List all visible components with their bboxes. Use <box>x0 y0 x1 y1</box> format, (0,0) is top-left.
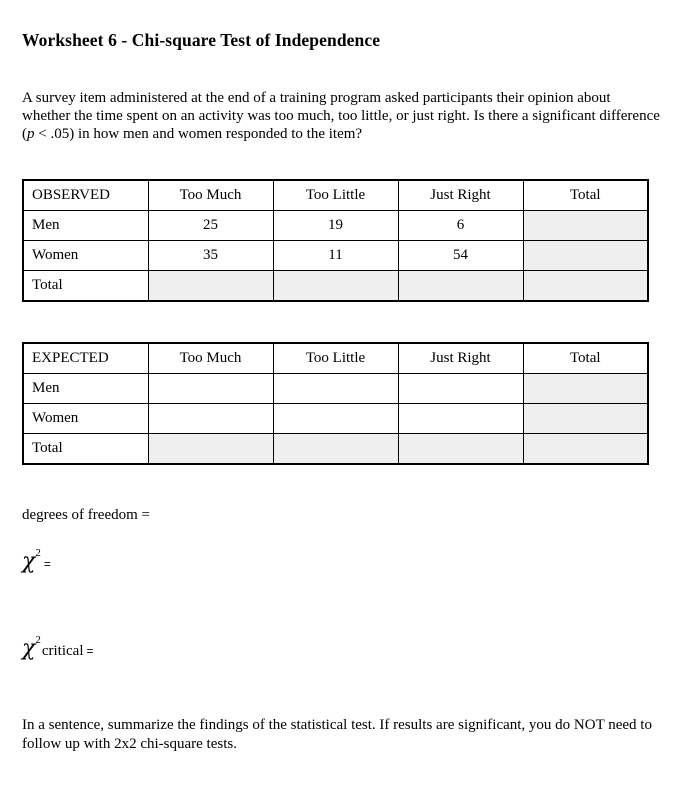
row-label-total: Total <box>23 434 148 465</box>
observed-row-women <box>23 241 648 271</box>
expected-women-too-little-cell[interactable] <box>273 404 398 434</box>
expected-total-too-little-cell[interactable] <box>273 434 398 465</box>
observed-men-just-right: 6 <box>398 211 523 241</box>
expected-women-total-cell[interactable] <box>523 404 648 434</box>
intro-text-start: A survey item administered at the end of a training program asked participants their opinion about whether the time spent on an activity was too much, too little, or just right. Is there a significant difference ( <box>22 90 660 142</box>
observed-total-too-little-cell[interactable] <box>273 271 398 302</box>
observed-grand-total-cell[interactable] <box>523 271 648 302</box>
observed-total-just-right-cell[interactable] <box>398 271 523 302</box>
expected-men-too-little-cell[interactable] <box>273 374 398 404</box>
observed-table-title: OBSERVED <box>23 180 148 211</box>
summary-instructions: In a sentence, summarize the findings of the statistical test. If results are significant, you do NOT need to follow up with 2x2 chi-square tests. <box>22 717 652 752</box>
observed-men-total-cell[interactable] <box>523 211 648 241</box>
observed-women-too-little: 11 <box>273 241 398 271</box>
observed-women-total-cell[interactable] <box>523 241 648 271</box>
column-header-just-right: Just Right <box>398 343 523 374</box>
chi-symbol: χ <box>22 549 36 574</box>
column-header-just-right: Just Right <box>398 180 523 211</box>
chi-symbol: χ <box>22 636 36 661</box>
chi-superscript: 2 <box>35 547 41 559</box>
row-label-women: Women <box>23 241 148 271</box>
p-symbol: p <box>27 126 35 142</box>
column-header-total: Total <box>523 343 648 374</box>
observed-row-total <box>23 271 648 302</box>
expected-men-too-much-cell[interactable] <box>148 374 273 404</box>
observed-men-too-much: 25 <box>148 211 273 241</box>
observed-table <box>22 179 649 302</box>
chi-equals: = <box>43 557 51 571</box>
expected-men-just-right-cell[interactable] <box>398 374 523 404</box>
observed-row-men <box>23 211 648 241</box>
expected-women-too-much-cell[interactable] <box>148 404 273 434</box>
expected-grand-total-cell[interactable] <box>523 434 648 465</box>
observed-total-too-much-cell[interactable] <box>148 271 273 302</box>
expected-total-too-much-cell[interactable] <box>148 434 273 465</box>
observed-women-too-much: 35 <box>148 241 273 271</box>
expected-row-women <box>23 404 648 434</box>
observed-header-row <box>23 180 648 211</box>
chi-critical-equals: = <box>86 644 94 658</box>
expected-table-title: EXPECTED <box>23 343 148 374</box>
expected-header-row <box>23 343 648 374</box>
row-label-total: Total <box>23 271 148 302</box>
expected-total-just-right-cell[interactable] <box>398 434 523 465</box>
column-header-too-little: Too Little <box>273 180 398 211</box>
chi-critical-label: critical <box>41 643 84 659</box>
observed-women-just-right: 54 <box>398 241 523 271</box>
problem-statement <box>22 89 662 143</box>
page-title: Worksheet 6 - Chi-square Test of Independence <box>22 30 381 50</box>
column-header-too-little: Too Little <box>273 343 398 374</box>
chi-critical-line <box>22 636 94 661</box>
chi-square-line <box>22 549 51 574</box>
expected-row-total <box>23 434 648 465</box>
row-label-men: Men <box>23 374 148 404</box>
expected-table <box>22 342 649 465</box>
degrees-of-freedom-label: degrees of freedom = <box>22 507 150 523</box>
column-header-too-much: Too Much <box>148 180 273 211</box>
expected-men-total-cell[interactable] <box>523 374 648 404</box>
column-header-too-much: Too Much <box>148 343 273 374</box>
row-label-women: Women <box>23 404 148 434</box>
expected-women-just-right-cell[interactable] <box>398 404 523 434</box>
column-header-total: Total <box>523 180 648 211</box>
observed-men-too-little: 19 <box>273 211 398 241</box>
chi-superscript: 2 <box>35 634 41 646</box>
intro-text-end: < .05) in how men and women responded to the item? <box>34 126 363 142</box>
expected-row-men <box>23 374 648 404</box>
row-label-men: Men <box>23 211 148 241</box>
